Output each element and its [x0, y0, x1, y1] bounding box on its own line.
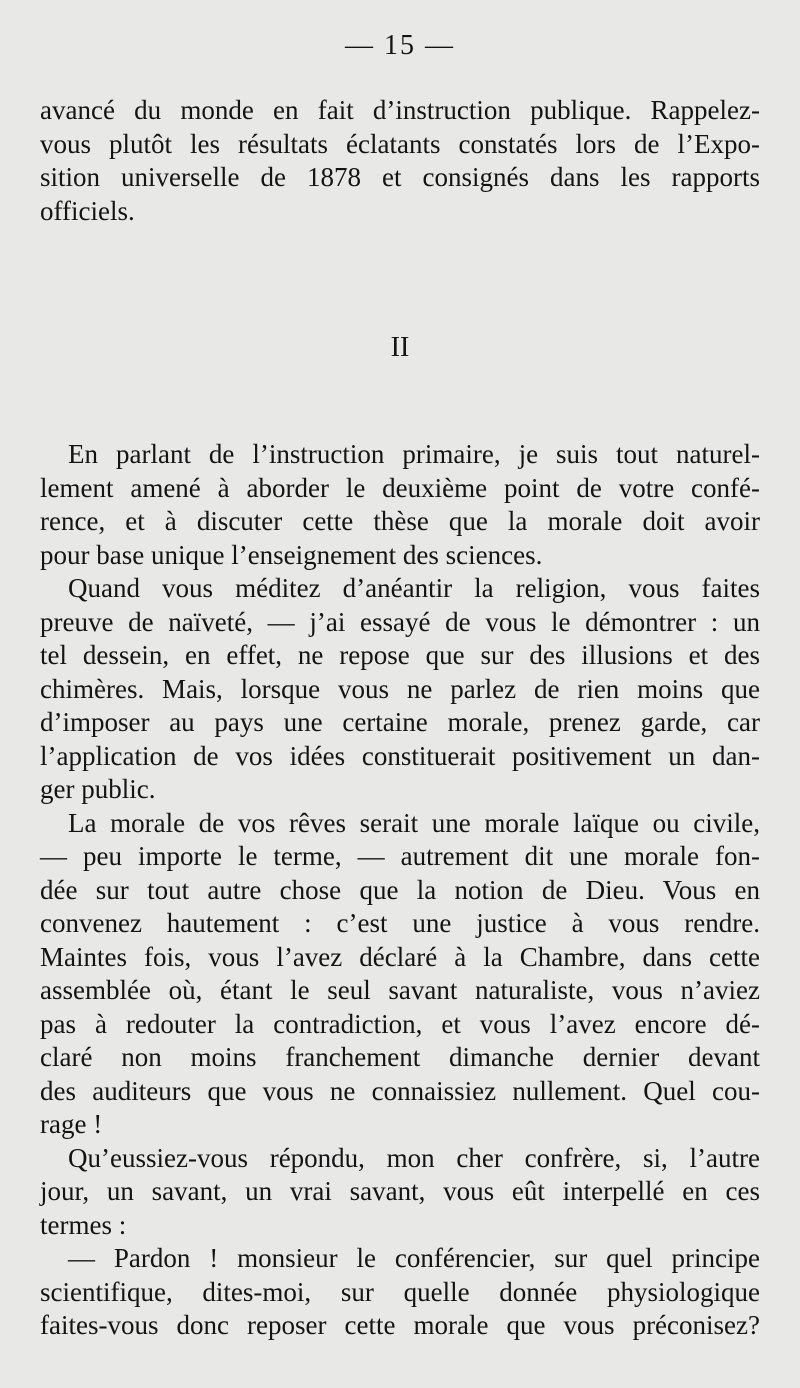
- text-line: Qu’eussiez-vous répondu, mon cher confrère, si, l’autre: [68, 1142, 760, 1173]
- text-line: tel dessein, en effet, ne repose que sur des illusions et des: [40, 640, 760, 670]
- text-line: Maintes fois, vous l’avez déclaré à la Chambre, dans cette: [40, 941, 760, 972]
- text-line: — peu importe le terme, — autrement dit une morale fon-: [40, 841, 760, 871]
- section-heading: II: [390, 332, 410, 363]
- text-line: chimères. Mais, lorsque vous ne parlez de rien moins que: [40, 673, 760, 704]
- text-block-top: [40, 94, 760, 228]
- text-line: des auditeurs que vous ne connaissiez nullement. Quel cou-: [40, 1075, 760, 1106]
- text-block-main: [40, 438, 760, 1343]
- text-line: dée sur tout autre chose que la notion de Dieu. Vous en: [40, 874, 760, 905]
- text-line: — Pardon ! monsieur le conférencier, sur quel principe: [68, 1243, 760, 1273]
- text-line: preuve de naïveté, — j’ai essayé de vous le démontrer : un: [40, 606, 760, 637]
- text-line: rage !: [40, 1109, 103, 1139]
- text-line: d’imposer au pays une certaine morale, prenez garde, car: [40, 707, 760, 737]
- text-line: faites-vous donc reposer cette morale que vous préconisez?: [40, 1310, 760, 1340]
- text-line: officiels.: [40, 195, 135, 226]
- text-line: claré non moins franchement dimanche dernier devant: [40, 1042, 760, 1072]
- text-line: scientifique, dites-moi, sur quelle donnée physiologique: [40, 1276, 760, 1307]
- text-line: assemblée où, étant le seul savant naturaliste, vous n’aviez: [40, 975, 760, 1005]
- text-line: pour base unique l’enseignement des sciences.: [40, 539, 543, 570]
- text-line: ger public.: [40, 774, 156, 804]
- text-line: jour, un savant, un vrai savant, vous eût interpellé en ces: [40, 1176, 760, 1206]
- text-line: lement amené à aborder le deuxième point de votre confé-: [40, 472, 760, 503]
- text-line: avancé du monde en fait d’instruction publique. Rappelez-: [40, 95, 760, 125]
- text-line: rence, et à discuter cette thèse que la morale doit avoir: [40, 506, 760, 536]
- text-line: La morale de vos rêves serait une morale laïque ou civile,: [68, 807, 760, 838]
- text-line: vous plutôt les résultats éclatants constatés lors de l’Expo-: [40, 128, 760, 159]
- text-line: En parlant de l’instruction primaire, je suis tout naturel-: [68, 439, 760, 469]
- text-line: Quand vous méditez d’anéantir la religion, vous faites: [68, 573, 760, 603]
- text-line: l’application de vos idées constituerait positivement un dan-: [40, 740, 760, 771]
- text-line: convenez hautement : c’est une justice à vous rendre.: [40, 908, 760, 938]
- text-line: pas à redouter la contradiction, et vous l’avez encore dé-: [40, 1008, 760, 1039]
- page-number: — 15 —: [345, 30, 455, 61]
- text-line: sition universelle de 1878 et consignés dans les rapports: [40, 162, 760, 192]
- text-line: termes :: [40, 1209, 127, 1240]
